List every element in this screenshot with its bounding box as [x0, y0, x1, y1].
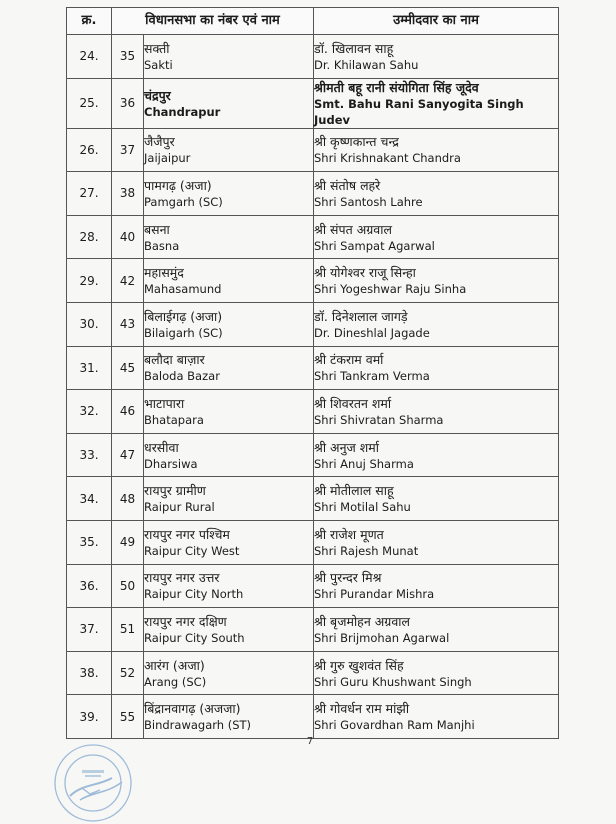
constituency-name-english: Dharsiwa: [144, 456, 198, 471]
candidate-name: [314, 433, 559, 477]
constituency-number: 46: [112, 390, 144, 434]
candidate-name: [314, 564, 559, 608]
candidate-name-english: Shri Rajesh Munat: [314, 543, 419, 558]
constituency-name: [144, 78, 314, 128]
table-row: [67, 78, 559, 128]
constituency-name: [144, 215, 314, 259]
constituency-name-hindi: रायपुर नगर उत्तर: [144, 570, 220, 586]
official-seal-stamp: [52, 742, 134, 824]
candidate-name: [314, 477, 559, 521]
constituency-name: [144, 35, 314, 79]
table-row: [67, 259, 559, 303]
candidate-name-hindi: श्री राजेश मूणत: [314, 526, 384, 542]
candidate-name: [314, 390, 559, 434]
candidate-name: [314, 35, 559, 79]
constituency-name: [144, 651, 314, 695]
candidate-name-english: Shri Motilal Sahu: [314, 500, 411, 515]
constituency-name-english: Bilaigarh (SC): [144, 325, 223, 340]
candidate-name-hindi: श्री गुरु खुशवंत सिंह: [314, 657, 404, 673]
candidate-name-english: Shri Brijmohan Agarwal: [314, 630, 450, 645]
candidate-name: [314, 608, 559, 652]
constituency-name-hindi: धरसीवा: [144, 439, 179, 455]
constituency-name-english: Raipur City West: [144, 543, 240, 558]
candidate-name-hindi: श्री संपत अग्रवाल: [314, 221, 392, 237]
constituency-name: [144, 477, 314, 521]
candidate-name-english: Shri Santosh Lahre: [314, 194, 423, 209]
candidate-name-english: Dr. Khilawan Sahu: [314, 57, 419, 72]
constituency-number: 43: [112, 302, 144, 346]
serial-number: 37.: [67, 608, 112, 652]
candidate-name: [314, 215, 559, 259]
constituency-name-hindi: बिलाईगढ़ (अजा): [144, 308, 223, 324]
candidate-name-hindi: श्री शिवरतन शर्मा: [314, 395, 392, 411]
candidate-name: [314, 172, 559, 216]
constituency-number: 49: [112, 520, 144, 564]
serial-number: 30.: [67, 302, 112, 346]
constituency-name-hindi: जैजैपुर: [144, 134, 175, 150]
constituency-number: 35: [112, 35, 144, 79]
constituency-name-english: Basna: [144, 238, 180, 253]
constituency-number: 55: [112, 695, 144, 739]
serial-number: 33.: [67, 433, 112, 477]
constituency-number: 42: [112, 259, 144, 303]
candidate-name-english: Shri Guru Khushwant Singh: [314, 674, 472, 689]
header-serial: क्र.: [67, 8, 112, 35]
candidate-name: [314, 346, 559, 390]
candidate-name: [314, 128, 559, 172]
serial-number: 39.: [67, 695, 112, 739]
candidate-name-english: Shri Krishnakant Chandra: [314, 151, 461, 166]
constituency-number: 50: [112, 564, 144, 608]
constituency-name: [144, 172, 314, 216]
constituency-name-english: Raipur City North: [144, 587, 244, 602]
candidate-name-english: Shri Anuj Sharma: [314, 456, 414, 471]
serial-number: 28.: [67, 215, 112, 259]
constituency-name-english: Mahasamund: [144, 282, 222, 297]
candidate-name: [314, 651, 559, 695]
table-row: [67, 695, 559, 739]
constituency-name: [144, 520, 314, 564]
candidate-name-hindi: श्री टंकराम वर्मा: [314, 352, 384, 368]
constituency-number: 36: [112, 78, 144, 128]
table-row: [67, 477, 559, 521]
candidate-name: [314, 302, 559, 346]
constituency-name: [144, 564, 314, 608]
constituency-name: [144, 390, 314, 434]
candidate-table: [66, 7, 559, 739]
constituency-name-english: Baloda Bazar: [144, 369, 220, 384]
candidate-name-english: Shri Purandar Mishra: [314, 587, 435, 602]
candidate-name-english: Shri Yogeshwar Raju Sinha: [314, 282, 467, 297]
constituency-name: [144, 433, 314, 477]
candidate-name: [314, 695, 559, 739]
candidate-name-english: Shri Shivratan Sharma: [314, 412, 444, 427]
candidate-name-english: Shri Sampat Agarwal: [314, 238, 435, 253]
serial-number: 38.: [67, 651, 112, 695]
table-row: [67, 302, 559, 346]
serial-number: 25.: [67, 78, 112, 128]
constituency-name-english: Bhatapara: [144, 412, 204, 427]
constituency-name-hindi: बलौदा बाज़ार: [144, 352, 205, 368]
constituency-name-hindi: चंद्रपुर: [144, 87, 171, 103]
table-row: [67, 346, 559, 390]
header-candidate: उम्मीदवार का नाम: [314, 8, 559, 35]
table-row: [67, 35, 559, 79]
constituency-name: [144, 695, 314, 739]
constituency-number: 38: [112, 172, 144, 216]
constituency-name-hindi: रायपुर ग्रामीण: [144, 483, 206, 499]
candidate-name-hindi: श्री बृजमोहन अग्रवाल: [314, 613, 410, 629]
candidate-name-hindi: श्री योगेश्वर राजू सिन्हा: [314, 265, 416, 281]
constituency-number: 48: [112, 477, 144, 521]
table-row: [67, 520, 559, 564]
constituency-name-hindi: महासमुंद: [144, 265, 184, 281]
header-constituency: विधानसभा का नंबर एवं नाम: [112, 8, 314, 35]
constituency-number: 37: [112, 128, 144, 172]
table-row: [67, 128, 559, 172]
candidate-name: [314, 520, 559, 564]
candidate-name: [314, 78, 559, 128]
constituency-name: [144, 346, 314, 390]
constituency-name-english: Chandrapur: [144, 104, 221, 119]
table-header-row: [67, 8, 559, 35]
constituency-name-hindi: बिंद्रानवागढ़ (अजजा): [144, 701, 241, 717]
candidate-name-english: Dr. Dineshlal Jagade: [314, 325, 430, 340]
constituency-name: [144, 608, 314, 652]
table-row: [67, 651, 559, 695]
table-row: [67, 390, 559, 434]
constituency-name-hindi: रायपुर नगर दक्षिण: [144, 613, 227, 629]
constituency-name-english: Raipur City South: [144, 630, 245, 645]
table-row: [67, 172, 559, 216]
candidate-name-hindi: श्रीमती बहू रानी संयोगिता सिंह जूदेव: [314, 79, 479, 95]
table-row: [67, 564, 559, 608]
constituency-name: [144, 128, 314, 172]
constituency-name-english: Bindrawagarh (ST): [144, 718, 252, 733]
serial-number: 29.: [67, 259, 112, 303]
constituency-number: 52: [112, 651, 144, 695]
candidate-name-english: Shri Tankram Verma: [314, 369, 430, 384]
table-body: [67, 35, 559, 739]
constituency-number: 45: [112, 346, 144, 390]
candidate-name-hindi: डॉ. दिनेशलाल जागड़े: [314, 308, 408, 324]
constituency-name-english: Pamgarh (SC): [144, 194, 223, 209]
table-row: [67, 608, 559, 652]
serial-number: 35.: [67, 520, 112, 564]
candidate-name-hindi: श्री गोवर्धन राम मांझी: [314, 701, 410, 717]
serial-number: 27.: [67, 172, 112, 216]
constituency-name: [144, 259, 314, 303]
constituency-number: 51: [112, 608, 144, 652]
candidate-name-hindi: श्री पुरन्दर मिश्र: [314, 570, 382, 586]
constituency-name-hindi: रायपुर नगर पश्चिम: [144, 526, 230, 542]
constituency-name-english: Raipur Rural: [144, 500, 215, 515]
constituency-name-english: Jaijaipur: [144, 151, 191, 166]
candidate-name-hindi: श्री अनुज शर्मा: [314, 439, 380, 455]
constituency-name-hindi: पामगढ़ (अजा): [144, 177, 212, 193]
serial-number: 34.: [67, 477, 112, 521]
constituency-name-hindi: सक्ती: [144, 40, 170, 56]
constituency-name-hindi: भाटापारा: [144, 395, 185, 411]
candidate-name-english: Smt. Bahu Rani Sanyogita Singh Judev: [314, 96, 524, 127]
candidate-name: [314, 259, 559, 303]
constituency-name-hindi: आरंग (अजा): [144, 657, 205, 673]
constituency-name-english: Sakti: [144, 57, 173, 72]
page-number: 7: [306, 736, 314, 747]
candidate-name-hindi: डॉ. खिलावन साहू: [314, 40, 394, 56]
serial-number: 36.: [67, 564, 112, 608]
serial-number: 24.: [67, 35, 112, 79]
constituency-name: [144, 302, 314, 346]
constituency-name-english: Arang (SC): [144, 674, 207, 689]
serial-number: 26.: [67, 128, 112, 172]
constituency-number: 47: [112, 433, 144, 477]
candidate-name-english: Shri Govardhan Ram Manjhi: [314, 718, 475, 733]
constituency-name-hindi: बसना: [144, 221, 170, 237]
candidate-name-hindi: श्री कृष्णकान्त चन्द्र: [314, 134, 399, 150]
candidate-name-hindi: श्री मोतीलाल साहू: [314, 483, 394, 499]
constituency-number: 40: [112, 215, 144, 259]
table-row: [67, 433, 559, 477]
serial-number: 31.: [67, 346, 112, 390]
candidate-name-hindi: श्री संतोष लहरे: [314, 177, 381, 193]
serial-number: 32.: [67, 390, 112, 434]
table-row: [67, 215, 559, 259]
